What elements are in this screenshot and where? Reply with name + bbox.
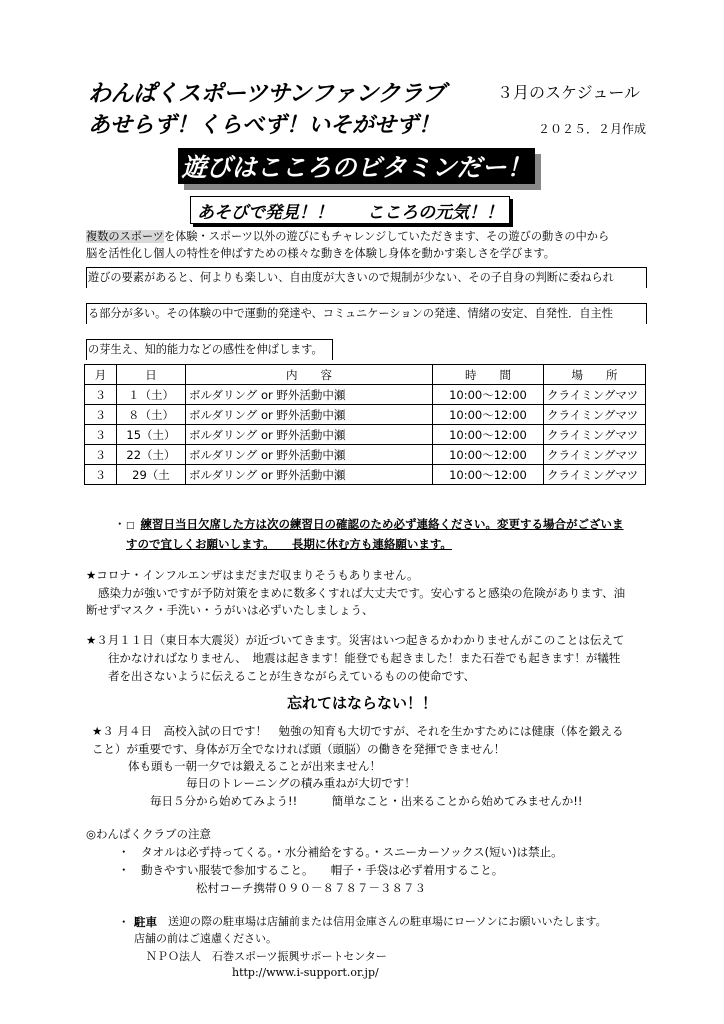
quake-line1: ★３月１１日（東日本大震災）が近づいてきます。災害はいつ起きるかわかりませんがこのことは伝えて	[86, 633, 625, 647]
cell-place: クライミングマツ	[544, 445, 646, 465]
quake-line3: 者を出さないように伝えることが生きながらえているものの使命です、	[108, 669, 476, 683]
sub-banner	[190, 196, 510, 224]
table-row	[85, 445, 646, 465]
cell-time: 10:00～12:00	[433, 405, 544, 425]
parking-line2: 店舗の前はご遠慮ください。	[134, 932, 277, 945]
header-time: 時 間	[433, 365, 544, 385]
motto: あせらず！くらべず！いそがせず！	[88, 113, 441, 138]
schedule-label: ３月のスケジュール	[497, 83, 641, 102]
covid-line1: ★コロナ・インフルエンザはまだまだ収まりそうもありません。	[86, 568, 419, 582]
main-banner	[178, 148, 535, 184]
cell-content: ボルダリング or 野外活動中瀬	[186, 465, 433, 485]
cell-day: １（土）	[117, 385, 186, 405]
never-forget-heading: 忘れてはならない！！	[286, 694, 437, 712]
notice-line1: 練習日当日欠席した方は次の練習日の確認のため必ず連絡ください。変更する場合がございま	[140, 517, 624, 531]
cell-time: 10:00～12:00	[433, 385, 544, 405]
intro-text	[86, 228, 646, 262]
exam-line4: 毎日のトレーニングの積み重ねが大切です！	[186, 776, 416, 790]
exam-line2: こと）が重要です、身体が万全でなければ頭（頭脳）の働きを発揮できません！	[92, 742, 506, 756]
table-row	[85, 385, 646, 405]
cell-day: ８（土）	[117, 405, 186, 425]
sub-banner-text: あそびで発見！！ こころの元気！！	[197, 202, 503, 223]
cell-day: 15（土）	[117, 425, 186, 445]
intro-line1: を体験・スポーツ以外の遊びにもチャレンジしていただきます、その遊びの動きの中から	[163, 230, 610, 243]
cell-month: ３	[85, 405, 117, 425]
table-row	[85, 465, 646, 485]
quake-line2: 往かなければなりません、 地震は起きます！能登でも起きました！また石巻でも起きます！が犠牲	[108, 651, 621, 665]
intro-line2: 脳を活性化し個人の特性を伸ばすための様々な動きを体験し身体を動かす楽しさを学びます。	[86, 247, 555, 260]
rules-item-towel: ・ タオルは必ず持ってくる。・水分補給をする。・スニーカーソックス(短い)は禁止。	[118, 845, 563, 859]
created-date: ２０２５．２月作成	[538, 122, 647, 136]
club-name: わんぱくスポーツサンファンクラブ	[88, 81, 446, 107]
exam-line3: 体も頭も一朝一夕では鍛えることが出来ません！	[128, 759, 381, 773]
exam-line1: ★３ 月４日 高校入試の日です！ 勉強の知育も大切ですが、それを生かすためには健康（体を鍛える	[92, 724, 624, 738]
header-month: 月	[85, 365, 117, 385]
footer-url[interactable]: http://www.i-support.or.jp/	[232, 966, 379, 979]
cell-time: 10:00～12:00	[433, 445, 544, 465]
main-banner-text: 遊びはこころのビタミンだー！	[181, 153, 532, 182]
cell-time: 10:00～12:00	[433, 425, 544, 445]
table-row	[85, 425, 646, 445]
cell-content: ボルダリング or 野外活動中瀬	[186, 405, 433, 425]
intro-box-line2: る部分が多い。その体験の中で運動的発達や、コミュニケーションの発達、情緒の安定、自発性．自主性	[86, 303, 647, 324]
cell-time: 10:00～12:00	[433, 465, 544, 485]
cell-place: クライミングマツ	[544, 465, 646, 485]
cell-month: ３	[85, 465, 117, 485]
cell-place: クライミングマツ	[544, 385, 646, 405]
intro-box-line1: 遊びの要素があると、何よりも楽しい、自由度が大きいので規制が少ない、その子自身の判断に委ねられ	[86, 267, 647, 288]
notice-bullet: ・	[114, 517, 126, 531]
covid-line2: 感染力が強いですが予防対策をまめに数多くすれば大丈夫です。安心すると感染の危険があります、油	[98, 586, 626, 600]
cell-month: ３	[85, 445, 117, 465]
cell-day: 29（土	[117, 465, 186, 485]
parking-label: 駐車	[134, 915, 157, 929]
cell-content: ボルダリング or 野外活動中瀬	[186, 385, 433, 405]
parking-bullet: ・	[118, 915, 130, 929]
rules-title: ◎わんぱくクラブの注意	[86, 827, 212, 841]
cell-month: ３	[85, 385, 117, 405]
table-header-row	[85, 365, 646, 385]
parking-text: 送迎の際の駐車場は店舗前または信用金庫さんの駐車場にローソンにお願いいたします。	[168, 915, 607, 928]
cell-month: ３	[85, 425, 117, 445]
cell-content: ボルダリング or 野外活動中瀬	[186, 445, 433, 465]
header-place: 場 所	[544, 365, 646, 385]
header-day: 日	[117, 365, 186, 385]
intro-highlight: 複数のスポーツ	[86, 230, 164, 243]
table-row	[85, 405, 646, 425]
covid-line3: 断せずマスク・手洗い・うがいは必ずいたしましょう、	[86, 603, 374, 617]
checkbox-icon: □	[126, 521, 135, 531]
rules-item-clothing: ・ 動きやすい服装で参加すること。 帽子・手袋は必ず着用すること。	[118, 863, 504, 877]
header-content: 内 容	[186, 365, 433, 385]
cell-day: 22（土）	[117, 445, 186, 465]
cell-place: クライミングマツ	[544, 405, 646, 425]
exam-line5: 毎日５分から始めてみよう!! 簡単なこと・出来ることから始めてみませんか!!	[150, 794, 583, 808]
intro-box-line3: の芽生え、知的能力などの感性を伸ばします。	[86, 339, 333, 360]
attendance-notice	[126, 515, 646, 553]
schedule-table	[84, 364, 646, 485]
cell-place: クライミングマツ	[544, 425, 646, 445]
coach-contact: 松村コーチ携帯０９０－８７８７－３８７３	[196, 881, 426, 895]
footer-org: ＮＰＯ法人 石巻スポーツ振興サポートセンター	[146, 950, 387, 963]
notice-line2: すので宜しくお願いします。 長期に休む方も連絡願います。	[126, 537, 452, 551]
cell-content: ボルダリング or 野外活動中瀬	[186, 425, 433, 445]
